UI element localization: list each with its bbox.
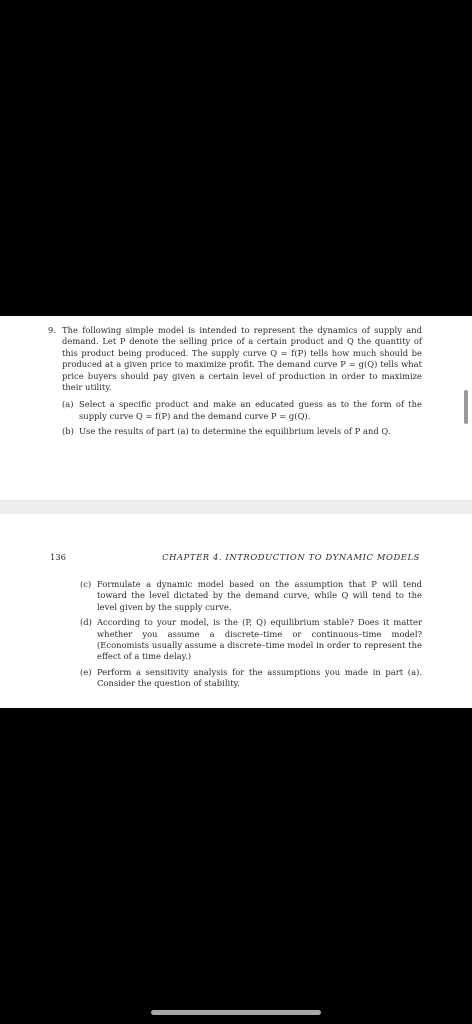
problem-parts-upper <box>62 399 422 437</box>
part-a-label: (a) <box>62 399 74 410</box>
scrollbar-thumb[interactable] <box>464 390 468 424</box>
page-number: 136 <box>50 552 66 562</box>
part-d <box>80 617 422 663</box>
part-a <box>62 399 422 422</box>
document-page-lower <box>0 514 472 708</box>
part-a-text: Select a specific product and make an educated guess as to the form of the supply curve Q = f(P) and the demand curve P = g(Q). <box>79 399 422 421</box>
part-d-text: According to your model, is the (P, Q) equilibrium stable? Does it matter whether you assume a discrete–time or continuous–time model? (Economists usually assume a discrete–time model in order to represent the effect of a time delay.) <box>97 617 422 662</box>
part-b-label: (b) <box>62 426 74 437</box>
problem-intro: The following simple model is intended to represent the dynamics of supply and demand. Let P denote the selling price of a certain product and Q the quantity of this product being produced. The supply curve Q = f(P) tells how much should be produced at a given price to maximize profit. The demand curve P = g(Q) tells what price buyers should pay given a certain level of production in order to maximize their utility. <box>62 325 422 393</box>
part-e-label: (e) <box>80 666 92 677</box>
part-b-text: Use the results of part (a) to determine the equilibrium levels of P and Q. <box>79 426 391 437</box>
problem-number: 9. <box>48 325 56 335</box>
document-page-upper <box>0 316 472 501</box>
part-c-text: Formulate a dynamic model based on the assumption that P will tend toward the level dictated by the demand curve, while Q will tend to the level given by the supply curve. <box>97 579 422 612</box>
part-c <box>80 579 422 613</box>
page-separator <box>0 501 472 514</box>
home-indicator[interactable] <box>151 1010 321 1015</box>
part-e-text: Perform a sensitivity analysis for the assumptions you made in part (a). Consider the question of stability. <box>97 666 422 689</box>
part-e <box>80 667 422 690</box>
chapter-title: CHAPTER 4. INTRODUCTION TO DYNAMIC MODELS <box>162 552 420 562</box>
part-b <box>62 426 422 437</box>
problem-parts-lower <box>80 579 422 694</box>
part-c-label: (c) <box>80 579 92 589</box>
problem-9 <box>48 325 422 442</box>
part-d-label: (d) <box>80 617 92 628</box>
